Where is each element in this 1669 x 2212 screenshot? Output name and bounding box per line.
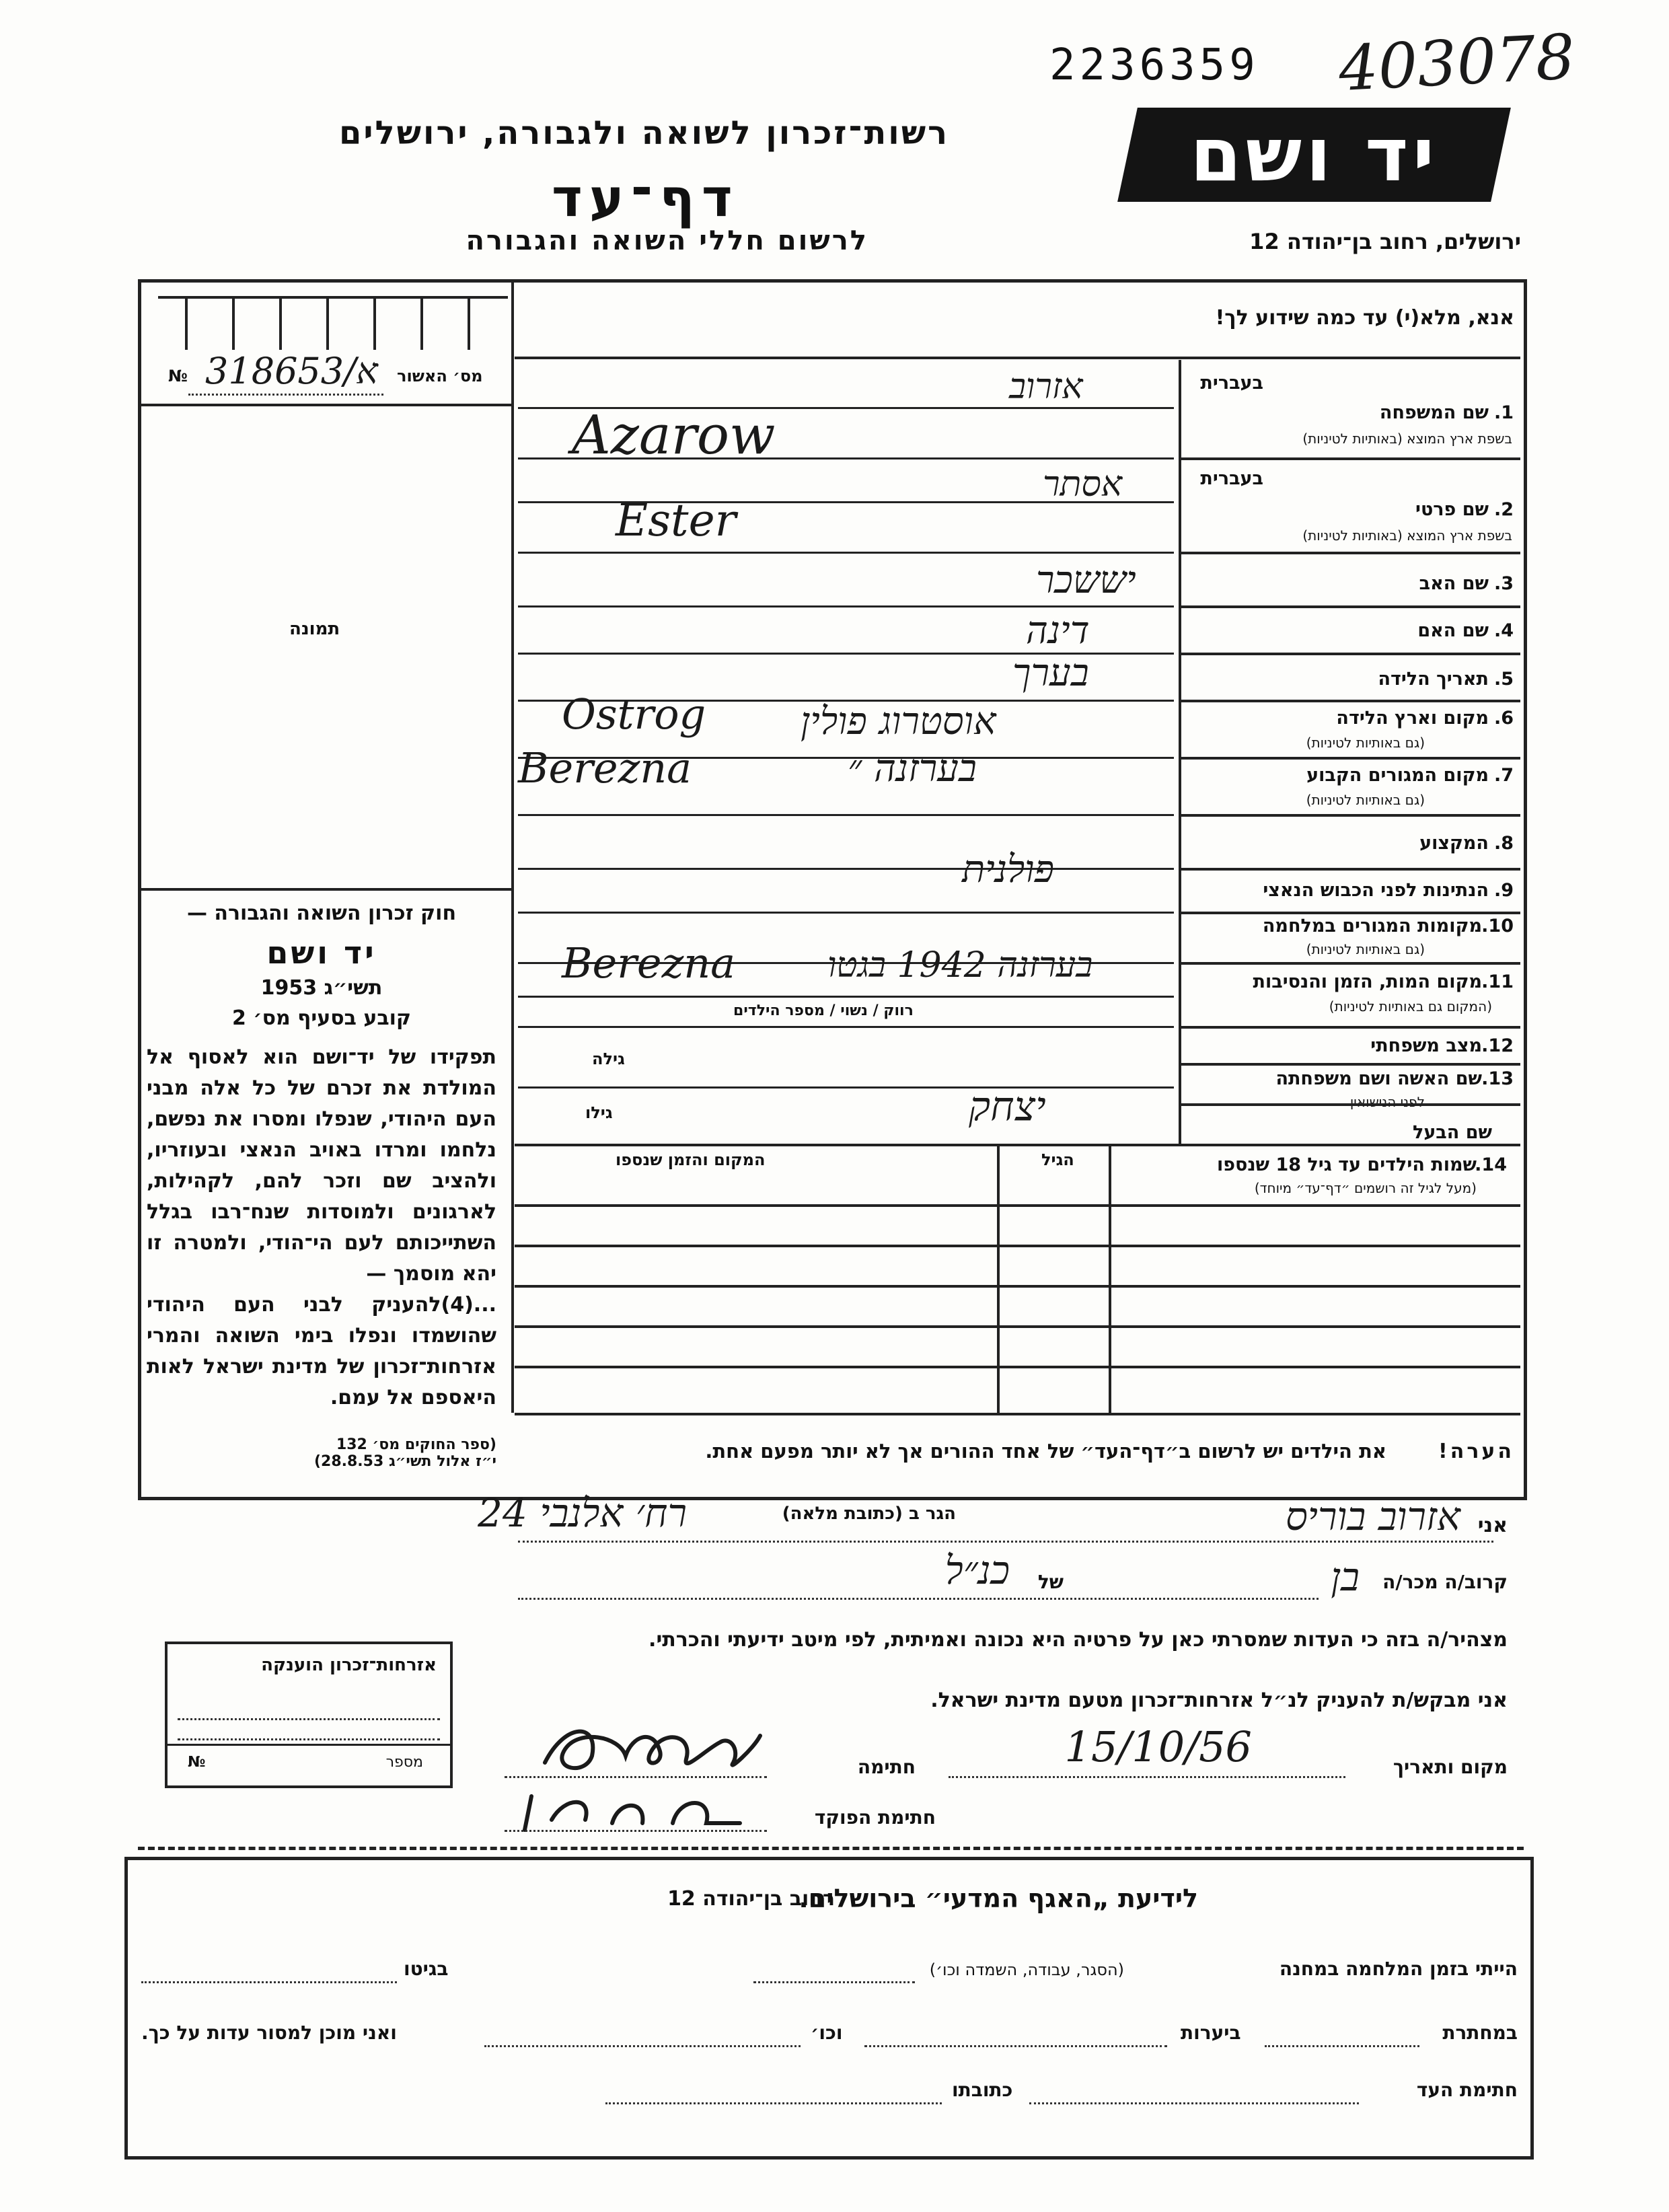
field-husband-label: שם הבעל — [1412, 1122, 1492, 1143]
mother-name-value: דינה — [1026, 609, 1090, 653]
left-column-divider — [511, 283, 514, 1413]
field-surname-note: בשפת ארץ המוצא (באותיות לטיניות) — [1302, 431, 1512, 447]
row-sep — [1179, 814, 1520, 817]
footer-line1-b: (הסגר, עבודה, השמדה וכו׳) — [929, 1960, 1124, 1979]
field-birthdate-label: תאריך הלידה — [1378, 669, 1489, 690]
field-death: 11. מקום המות, הזמן והנסיבות (המקום גם באותיות לטיניות) — [1253, 971, 1514, 1015]
field-marital: 12. מצב משפחתי — [1370, 1035, 1514, 1056]
officer-line — [505, 1830, 767, 1832]
field-husband — [1183, 1103, 1519, 1144]
wife-age-label: גילה — [592, 1049, 625, 1068]
value-line — [518, 912, 1174, 914]
field-death-note: (המקום גם באותיות לטיניות) — [1329, 998, 1492, 1015]
field-birthdate: 5. תאריך הלידה — [1378, 669, 1514, 690]
field-death-label: מקום המות, הזמן והנסיבות — [1253, 971, 1482, 992]
footer-line1-a: הייתי בזמן המלחמה במחנה — [1279, 1958, 1518, 1980]
field-father: 3. שם האב — [1419, 573, 1514, 594]
field-marital-label: מצב משפחתי — [1370, 1035, 1482, 1056]
row-sep — [1179, 757, 1520, 760]
photo-bottom-rule — [141, 888, 511, 891]
signature-label: חתימה — [857, 1756, 916, 1778]
footer-witness-signature-label: חתימת העד — [1416, 2079, 1518, 2101]
registration-number: 318653/א — [205, 350, 378, 392]
children-col-div — [997, 1144, 1000, 1413]
children-row — [515, 1204, 1520, 1207]
law-block — [147, 901, 496, 1470]
form-subtitle: לרשום חללי השואה והגבורה — [466, 225, 868, 256]
place-date-value: 15/10/56 — [1064, 1722, 1252, 1771]
relative-line — [518, 1598, 1319, 1600]
firstname-hebrew-value: אסתר — [1043, 464, 1123, 505]
row-sep — [1179, 1063, 1520, 1066]
row-sep — [1179, 552, 1520, 554]
footer-dots — [605, 2102, 942, 2104]
field-surname — [1183, 363, 1519, 457]
birthplace-hebrew-value: אוסטרוג פולין — [801, 700, 996, 743]
field-wartime-note: (גם באותיות לטיניות) — [1306, 941, 1425, 957]
footer-title: לידיעת „האגף המדעי״ בירושלים. — [799, 1884, 1198, 1913]
value-line — [518, 868, 1174, 870]
citizenship-no-mark: № — [188, 1754, 206, 1771]
field-residence-label: מקום המגורים הקבוע — [1306, 765, 1489, 786]
children-row — [515, 1366, 1520, 1368]
value-line — [518, 1086, 1174, 1089]
value-line — [518, 996, 1174, 998]
citizenship-number-row — [168, 1744, 450, 1785]
father-name-value: יששכר — [1036, 558, 1136, 602]
footer-line2-d: ואני מוכן למסור עדות על כך. — [141, 2022, 397, 2044]
row-sep — [1179, 912, 1520, 914]
footer-address: רחוב בן־יהודה 12 — [667, 1887, 835, 1911]
surname-hebrew-value: אזרוב — [1009, 367, 1083, 407]
row-sep — [1179, 457, 1520, 460]
request-text: אני מבקש/ת להעניק לנ״ל אזרחות־זכרון מטעם מדינת ישראל. — [930, 1689, 1508, 1712]
law-clause: קובע בסעיף מס׳ 2 — [231, 1006, 412, 1030]
field-nationality-label: הנתינות לפני הכבוש הנאצי — [1263, 880, 1489, 901]
row-sep — [515, 1144, 1520, 1146]
field-residence: 7. מקום המגורים הקבוע (גם באותיות לטיניות) — [1306, 765, 1514, 808]
header-address: ירושלים, רחוב בן־יהודה 12 — [1249, 229, 1521, 254]
footer-dots — [141, 1981, 397, 1983]
printed-number: 2236359 — [1049, 40, 1259, 90]
footer-line2-c: וכו׳ — [811, 2022, 843, 2044]
residence-hebrew-value: בערזנה ״ — [848, 747, 977, 790]
law-text-2: ...(4)להעניק לבני העם היהודי שהושמדו ונפלו בימי השואה והמרי אזרחות־זכרון של מדינת ישראל לאות היאספם אל עמם. — [147, 1293, 496, 1409]
birthplace-latin-value: Ostrog — [562, 690, 706, 739]
law-name: יד ושם — [266, 934, 377, 971]
authority-name: רשות־זכרון לשואה ולגבורה, ירושלים — [338, 114, 949, 152]
row-sep — [1179, 868, 1520, 871]
of-value: כנ״ל — [944, 1547, 1010, 1593]
remark-text: את הילדים יש לרשום ב״דף־העד״ של אחד ההורים אך לא יותר מפעם אחת. — [705, 1440, 1386, 1463]
surname-latin-value: Azarow — [572, 404, 776, 466]
field-wife-note: לפני הנישואין — [1349, 1094, 1425, 1110]
children-row — [515, 1245, 1520, 1247]
field-firstname-number: 2. — [1493, 499, 1514, 520]
footer-dots — [753, 1981, 915, 1983]
citizenship-line — [178, 1718, 440, 1720]
declarant-name: אזרוב בוריס — [1285, 1494, 1460, 1539]
field-firstname — [1183, 457, 1519, 552]
field-surname-tag: בעברית — [1200, 373, 1263, 394]
field-mother-label: שם האם — [1417, 620, 1489, 641]
photo-label: תמונה — [289, 619, 340, 639]
registration-label: מס׳ האשור — [397, 367, 483, 385]
registration-rule — [141, 404, 511, 406]
signature-line — [505, 1776, 767, 1778]
relative-label: קרוב/ה מכר/ה — [1382, 1571, 1508, 1593]
value-line — [518, 1026, 1174, 1028]
row-sep — [1179, 1026, 1520, 1029]
place-date-label: מקום ותאריך — [1393, 1756, 1508, 1778]
form-title: דף־עד — [552, 168, 739, 229]
registration-line — [188, 394, 383, 396]
row-sep — [1179, 1103, 1520, 1106]
law-title: חוק זכרון השואה והגבורה — — [186, 901, 457, 925]
instruction-band-line — [515, 357, 1520, 359]
residence-latin-value: Berezna — [518, 743, 692, 792]
declarant-address: רח׳ אלנבי 24 — [478, 1490, 687, 1536]
children-header — [1110, 1150, 1514, 1204]
footer-line2-b: ביערות — [1181, 2022, 1241, 2044]
footer-line2-a: במחתרת — [1442, 2022, 1518, 2044]
remark-label: הערה! — [1438, 1440, 1514, 1463]
death-latin-value: Berezna — [562, 938, 736, 988]
birthdate-value: בערך — [1012, 651, 1089, 695]
law-reference: (ספר החוקים מס׳ 132 י״ז אלול תשי״ג 28.8.53) — [313, 1436, 496, 1470]
tick-boxes — [145, 283, 508, 350]
row-sep — [1179, 962, 1520, 965]
row-sep — [1179, 605, 1520, 608]
field-occupation: 8. המקצוע — [1419, 833, 1514, 854]
children-col-div — [1109, 1144, 1111, 1413]
field-firstname-note: בשפת ארץ המוצא (באותיות לטיניות) — [1302, 527, 1512, 544]
footer-dots — [484, 2045, 801, 2047]
field-firstname-label: שם פרטי — [1415, 499, 1489, 520]
children-bottom — [515, 1413, 1520, 1415]
cut-line — [138, 1847, 1524, 1850]
law-year: תשי״ג 1953 — [260, 976, 383, 1000]
field-mother: 4. שם האם — [1417, 620, 1514, 641]
declarant-signature — [538, 1709, 767, 1783]
field-wife: 13. שם האשה ושם משפחתה לפני הנישואין — [1275, 1068, 1514, 1110]
row-sep — [1179, 653, 1520, 655]
field-wartime-residence: 10. מקומות המגורים במלחמה (גם באותיות לטיניות) — [1262, 916, 1514, 957]
death-hebrew-value: בערזנה 1942 בגטו — [827, 945, 1093, 986]
field-residence-note: (גם באותיות לטיניות) — [1306, 792, 1425, 808]
value-line — [518, 552, 1174, 554]
field-wife-label: שם האשה ושם משפחתה — [1275, 1068, 1482, 1089]
field-wartime-label: מקומות המגורים במלחמה — [1262, 916, 1482, 936]
footer-line1-c: בגיטו — [404, 1958, 449, 1980]
declaration-text: מצהיר/ה בזה כי העדות שמסרתי כאן על פרטיה היא נכונה ואמיתית, לפי מיטב ידיעתי והכרתי. — [648, 1628, 1508, 1652]
handwritten-number: 403078 — [1337, 20, 1577, 106]
husband-name-value: יצחק — [969, 1083, 1046, 1130]
declarant-i-label: אני — [1477, 1514, 1508, 1537]
citizenship-line — [178, 1738, 440, 1740]
children-age-column: הגיל — [1041, 1150, 1074, 1169]
instruction-text: אנא, מלא(י) עד כמה שידוע לך! — [1215, 306, 1514, 330]
firstname-latin-value: Ester — [616, 494, 737, 546]
registration-no-mark: № — [168, 367, 188, 385]
officer-signature — [511, 1783, 760, 1837]
husband-age-label: גילו — [585, 1103, 613, 1122]
nationality-value: פולנית — [962, 848, 1054, 891]
field-nationality: 9. הנתינות לפני הכבוש הנאצי — [1263, 880, 1514, 901]
field-surname-label: שם המשפחה — [1379, 402, 1489, 423]
law-text: תפקידו של יד־ושם הוא לאסוף אל המולדת את זכרם של כל אלה מבני העם היהודי, שנפלו ומסרו את נפשם, נלחמו ומרדו באויב הנאצי ובעוזריו, ולהציב שם וזכר להם, לקהילות, לארגונים ולמוסדות שנח־רבו בגלל השתייכותם לעם הי־הודי, ולמטרה זו יהא מוסמך — — [147, 1045, 496, 1286]
children-number: 14. — [1475, 1154, 1507, 1175]
footer-dots — [1029, 2102, 1359, 2104]
field-surname-number: 1. — [1493, 402, 1514, 423]
field-firstname-tag: בעברית — [1200, 468, 1263, 489]
officer-signature-label: חתימת הפוקד — [814, 1806, 936, 1829]
marital-options: רווק / נשוי / מספר הילדים — [733, 1002, 914, 1019]
citizenship-box — [165, 1642, 453, 1788]
relation-value: בן — [1331, 1554, 1360, 1600]
row-sep — [1179, 700, 1520, 702]
field-birthplace-label: מקום וארץ הלידה — [1336, 708, 1489, 729]
children-place-column: המקום והזמן שנספו — [616, 1150, 766, 1169]
yad-vashem-logo: יד ושם — [1117, 108, 1511, 202]
value-line — [518, 814, 1174, 816]
value-line — [518, 605, 1174, 607]
citizenship-number-label: מספר — [385, 1754, 423, 1771]
children-row — [515, 1285, 1520, 1288]
footer-dots — [1265, 2045, 1419, 2047]
citizenship-title: אזרחות־זכרון הוענקה — [261, 1655, 437, 1675]
footer-dots — [864, 2045, 1167, 2047]
children-note: (מעל לגיל זה רושמים ״דף־עד״ מיוחד) — [1254, 1180, 1477, 1196]
children-row — [515, 1325, 1520, 1328]
of-label: של — [1037, 1571, 1064, 1593]
field-father-label: שם האב — [1419, 573, 1489, 594]
declarant-residing-label: הגר ב (כתובת מלאה) — [782, 1504, 956, 1524]
footer-address-label: כתובתו — [952, 2079, 1013, 2101]
field-birthplace-note: (גם באותיות לטיניות) — [1306, 735, 1425, 751]
field-occupation-label: המקצוע — [1419, 833, 1489, 854]
children-label: שמות הילדים עד גיל 18 שנספו — [1216, 1154, 1477, 1175]
declarant-line — [518, 1541, 1493, 1543]
place-date-line — [949, 1776, 1345, 1778]
field-birthplace: 6. מקום וארץ הלידה (גם באותיות לטיניות) — [1306, 708, 1514, 751]
